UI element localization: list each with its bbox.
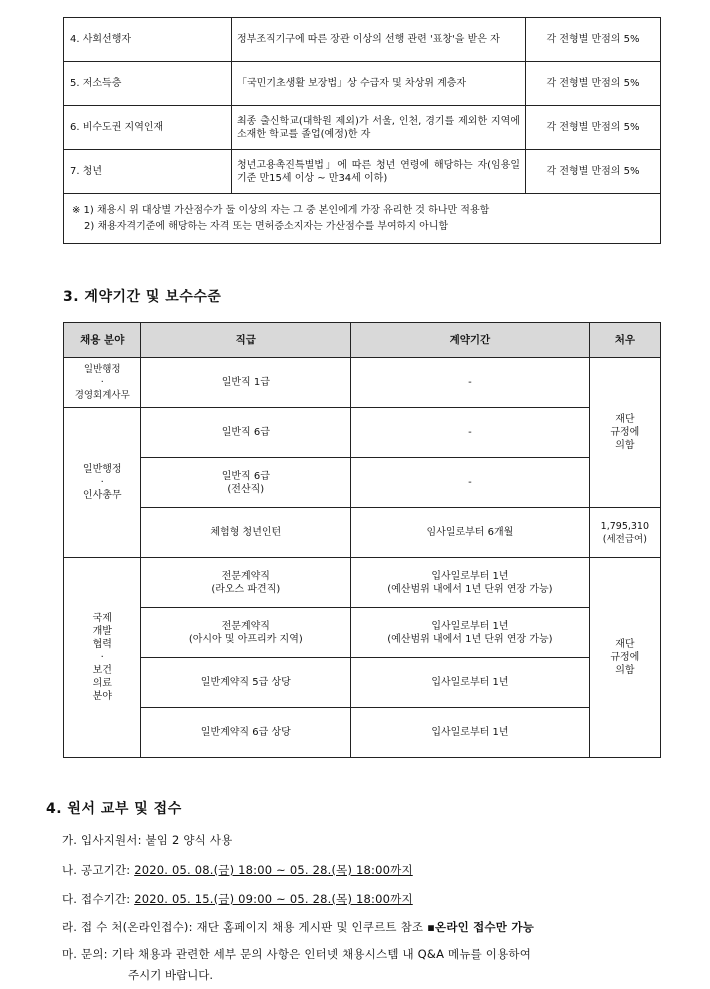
- period-cell: 입사일로부터 1년: [351, 708, 590, 758]
- list-item-ma-continued: 주시기 바랍니다.: [128, 968, 214, 982]
- application-place-label: 라. 접 수 처(온라인접수): 재단 홈페이지 채용 게시판 및 인쿠르트 참조: [62, 920, 428, 934]
- application-period-value: 2020. 05. 15.(금) 09:00 ~ 05. 28.(목) 18:00까지: [134, 892, 413, 906]
- list-item-da: [62, 891, 413, 907]
- table-row: [64, 106, 661, 150]
- table-row: [64, 558, 661, 608]
- period-cell: -: [351, 358, 590, 408]
- list-item-ga: 가. 입사지원서: 붙임 2 양식 사용: [62, 833, 233, 847]
- period-cell: 입사일로부터 1년 (예산범위 내에서 1년 단위 연장 가능): [351, 558, 590, 608]
- category-cell: 4. 사회선행자: [64, 18, 232, 62]
- contract-pay-table: [63, 322, 661, 758]
- period-cell: -: [351, 408, 590, 458]
- table-header-row: [64, 323, 661, 358]
- field-cell: 일반행정 · 경영회계사무: [64, 358, 141, 408]
- grade-cell: 체험형 청년인턴: [141, 508, 351, 558]
- pay-cell: 1,795,310 (세전급여): [589, 508, 660, 558]
- table-row: [64, 408, 661, 458]
- table-note: [64, 194, 661, 244]
- points-cell: 각 전형별 만점의 5%: [526, 18, 661, 62]
- header-pay: 처우: [589, 323, 660, 358]
- list-item-ra: [62, 919, 534, 935]
- note-line-2: 2) 채용자격기준에 해당하는 자격 또는 면허증소지자는 가산점수를 부여하지 아니함: [84, 220, 449, 232]
- section-3-title: 3. 계약기간 및 보수수준: [63, 289, 222, 305]
- table-row: [64, 608, 661, 658]
- category-cell: 5. 저소득층: [64, 62, 232, 106]
- grade-cell: 전문계약직 (아시아 및 아프리카 지역): [141, 608, 351, 658]
- grade-cell: 일반계약직 5급 상당: [141, 658, 351, 708]
- grade-cell: 일반직 1급: [141, 358, 351, 408]
- points-cell: 각 전형별 만점의 5%: [526, 62, 661, 106]
- criteria-cell: 「국민기초생활 보장법」상 수급자 및 차상위 계층자: [232, 62, 526, 106]
- period-cell: 입사일로부터 1년: [351, 658, 590, 708]
- points-cell: 각 전형별 만점의 5%: [526, 150, 661, 194]
- criteria-cell: 정부조직기구에 따른 장관 이상의 선행 관련 '표창'을 받은 자: [232, 18, 526, 62]
- bonus-points-table: [63, 17, 661, 244]
- header-period: 계약기간: [351, 323, 590, 358]
- table-row: [64, 18, 661, 62]
- grade-cell: 일반계약직 6급 상당: [141, 708, 351, 758]
- period-cell: 임사일로부터 6개월: [351, 508, 590, 558]
- announcement-period-value: 2020. 05. 08.(금) 18:00 ~ 05. 28.(목) 18:00까지: [134, 863, 413, 877]
- table-row: [64, 62, 661, 106]
- criteria-cell: 최종 출신학교(대학원 제외)가 서울, 인천, 경기를 제외한 지역에 소재한 학교를 졸업(예정)한 자: [232, 106, 526, 150]
- table-row: [64, 358, 661, 408]
- pay-cell: 재단 규정에 의함: [589, 558, 660, 758]
- list-item-ma: 마. 문의: 기타 채용과 관련한 세부 문의 사항은 인터넷 채용시스템 내 Q&A 메뉴를 이용하여: [62, 947, 532, 961]
- pay-cell: 재단 규정에 의함: [589, 358, 660, 508]
- table-row: [64, 508, 661, 558]
- category-cell: 7. 청년: [64, 150, 232, 194]
- section-4-title: 4. 원서 교부 및 접수: [46, 801, 182, 817]
- application-period-label: 다. 접수기간:: [62, 892, 135, 906]
- category-cell: 6. 비수도권 지역인재: [64, 106, 232, 150]
- header-field: 채용 분야: [64, 323, 141, 358]
- field-cell: 일반행정 · 인사총무: [64, 408, 141, 558]
- grade-cell: 전문계약직 (라오스 파견직): [141, 558, 351, 608]
- field-cell: 국제 개발 협력 · 보건 의료 분야: [64, 558, 141, 758]
- points-cell: 각 전형별 만점의 5%: [526, 106, 661, 150]
- note-line-1: ※ 1) 채용시 위 대상별 가산점수가 둘 이상의 자는 그 중 본인에게 가장 유리한 것 하나만 적용함: [72, 204, 490, 216]
- table-note-row: [64, 194, 661, 244]
- announcement-period-label: 나. 공고기간:: [62, 863, 135, 877]
- header-grade: 직급: [141, 323, 351, 358]
- table-row: [64, 150, 661, 194]
- online-only-note: ▪온라인 접수만 가능: [427, 920, 534, 934]
- table-row: [64, 658, 661, 708]
- table-row: [64, 458, 661, 508]
- period-cell: -: [351, 458, 590, 508]
- period-cell: 입사일로부터 1년 (예산범위 내에서 1년 단위 연장 가능): [351, 608, 590, 658]
- list-item-na: [62, 862, 413, 878]
- criteria-cell: 청년고용촉진특별법」에 따른 청년 연령에 해당하는 자(임용일 기준 만15세 이상 ~ 만34세 이하): [232, 150, 526, 194]
- grade-cell: 일반직 6급: [141, 408, 351, 458]
- table-row: [64, 708, 661, 758]
- grade-cell: 일반직 6급 (전산직): [141, 458, 351, 508]
